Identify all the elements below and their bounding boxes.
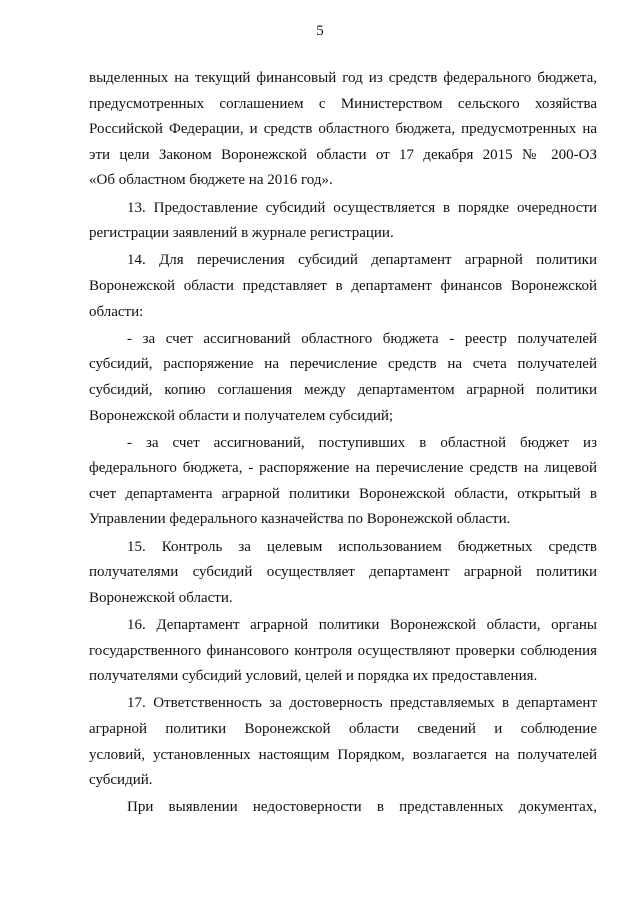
text-line: «Об областном бюджете на 2016 год». xyxy=(89,172,333,189)
paragraph-14-item-a xyxy=(89,327,597,429)
text-line: Воронежской области. xyxy=(89,589,233,606)
text-line: При выявлении недостоверности в представленных документах, xyxy=(127,799,597,816)
document-body xyxy=(89,66,597,821)
text-line: выделенных на текущий финансовый год из средств федерального бюджета, xyxy=(89,70,597,86)
text-line: 17. Ответственность за достоверность представляемых в департамент xyxy=(127,695,597,712)
paragraph-14 xyxy=(89,248,597,325)
text-line: Воронежской области и получателем субсидий; xyxy=(89,407,394,424)
text-line: аграрной политики Воронежской области сведений и соблюдение xyxy=(89,721,597,737)
text-line: Управлении федерального казначейства по Воронежской области. xyxy=(89,511,511,528)
text-line: предусмотренных соглашением с Министерством сельского хозяйства xyxy=(89,95,597,112)
text-line: государственного финансового контроля осуществляют проверки соблюдения xyxy=(89,642,597,659)
paragraph-15 xyxy=(89,535,597,612)
text-line: 14. Для перечисления субсидий департамент аграрной политики xyxy=(127,252,597,269)
paragraph-14-item-b xyxy=(89,431,597,533)
text-line: условий, установленных настоящим Порядком, возлагается на получателей xyxy=(89,746,597,763)
paragraph-continuation xyxy=(89,66,597,194)
text-line: эти цели Законом Воронежской области от 17 декабря 2015 № 200-ОЗ xyxy=(89,146,597,163)
text-line: - за счет ассигнований областного бюджета - реестр получателей xyxy=(127,330,597,347)
text-line: субсидий. xyxy=(89,772,153,789)
text-line: субсидий, распоряжение на перечисление средств на счета получателей xyxy=(89,356,597,373)
text-line: федерального бюджета, - распоряжение на перечисление средств на лицевой xyxy=(89,460,597,477)
text-line: 15. Контроль за целевым использованием бюджетных средств xyxy=(127,538,597,555)
text-line: субсидий, копию соглашения между департаментом аграрной политики xyxy=(89,381,597,398)
page-number: 5 xyxy=(316,23,324,39)
paragraph-last xyxy=(89,795,597,821)
text-line: Воронежской области представляет в департамент финансов Воронежской xyxy=(89,277,597,294)
text-line: счет департамента аграрной политики Воронежской области, открытый в xyxy=(89,485,597,502)
paragraph-17 xyxy=(89,691,597,793)
paragraph-13 xyxy=(89,196,597,247)
text-line: получателями субсидий осуществляет департамент аграрной политики xyxy=(89,564,597,581)
text-line: 16. Департамент аграрной политики Воронежской области, органы xyxy=(127,617,597,634)
text-line: получателями субсидий условий, целей и порядка их предоставления. xyxy=(89,668,538,685)
text-line: регистрации заявлений в журнале регистрации. xyxy=(89,225,394,242)
text-line: - за счет ассигнований, поступивших в областной бюджет из xyxy=(127,434,597,451)
text-line: 13. Предоставление субсидий осуществляется в порядке очередности xyxy=(127,199,597,216)
text-line: Российской Федерации, и средств областного бюджета, предусмотренных на xyxy=(89,121,597,138)
paragraph-16 xyxy=(89,613,597,690)
text-line: области: xyxy=(89,303,144,320)
